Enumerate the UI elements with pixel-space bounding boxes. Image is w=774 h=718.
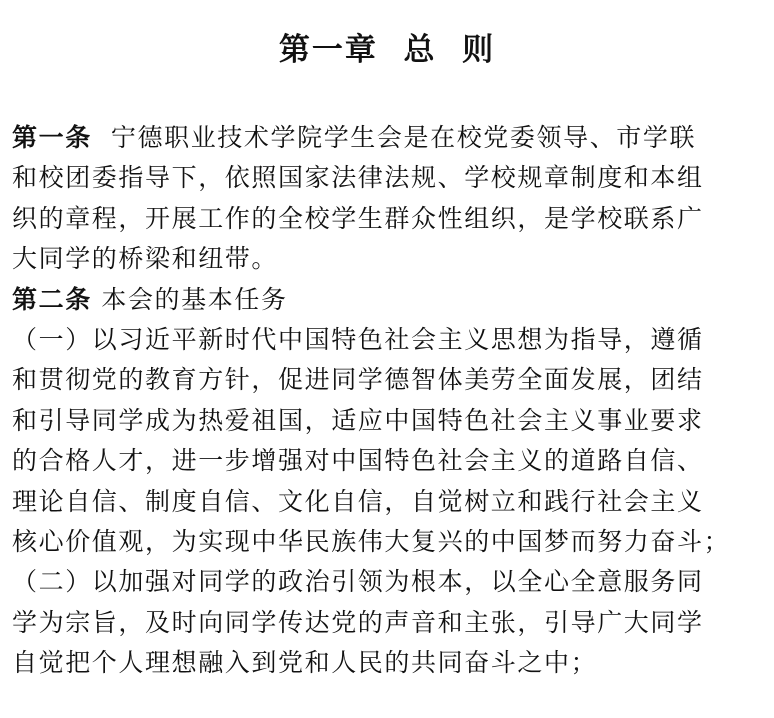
article-2-item-1-line-1: （一）以习近平新时代中国特色社会主义思想为指导，遵循 — [12, 324, 704, 354]
article-1-line-2: 和校团委指导下，依照国家法律法规、学校规章制度和本组 — [12, 163, 704, 193]
article-1-line-4: 大同学的桥梁和纽带。 — [12, 244, 279, 274]
article-1-line-3: 织的章程，开展工作的全校学生群众性组织，是学校联系广 — [12, 203, 704, 233]
article-2-label: 第二条 — [12, 284, 92, 314]
article-1-line-1 — [12, 118, 768, 158]
article-1-label: 第一条 — [12, 123, 92, 152]
article-2-item-1-line-2: 和贯彻党的教育方针，促进同学德智体美劳全面发展，团结 — [12, 365, 704, 395]
article-2-item-1-line-5: 理论自信、制度自信、文化自信，自觉树立和践行社会主义 — [12, 486, 704, 516]
chapter-title: 第一章 总 则 — [278, 32, 496, 68]
article-2-item-1-line-6: 核心价值观，为实现中华民族伟大复兴的中国梦而努力奋斗； — [12, 526, 731, 556]
article-1-text: 宁德职业技术学院学生会是在校党委领导、市学联 — [91, 123, 697, 152]
article-2-heading-line — [12, 280, 768, 320]
article-2-item-2-line-2: 学为宗旨，及时向同学传达党的声音和主张，引导广大同学 — [12, 607, 704, 637]
article-2-item-1-line-3: 和引导同学成为热爱祖国，适应中国特色社会主义事业要求 — [12, 405, 704, 435]
article-2-item-1-line-4: 的合格人才，进一步增强对中国特色社会主义的道路自信、 — [12, 446, 704, 476]
article-2-item-2-line-3: 自觉把个人理想融入到党和人民的共同奋斗之中； — [12, 648, 598, 678]
article-2-item-2-line-1: （二）以加强对同学的政治引领为根本，以全心全意服务同 — [12, 567, 704, 597]
article-2-heading: 本会的基本任务 — [91, 284, 288, 314]
document-body — [12, 118, 768, 683]
